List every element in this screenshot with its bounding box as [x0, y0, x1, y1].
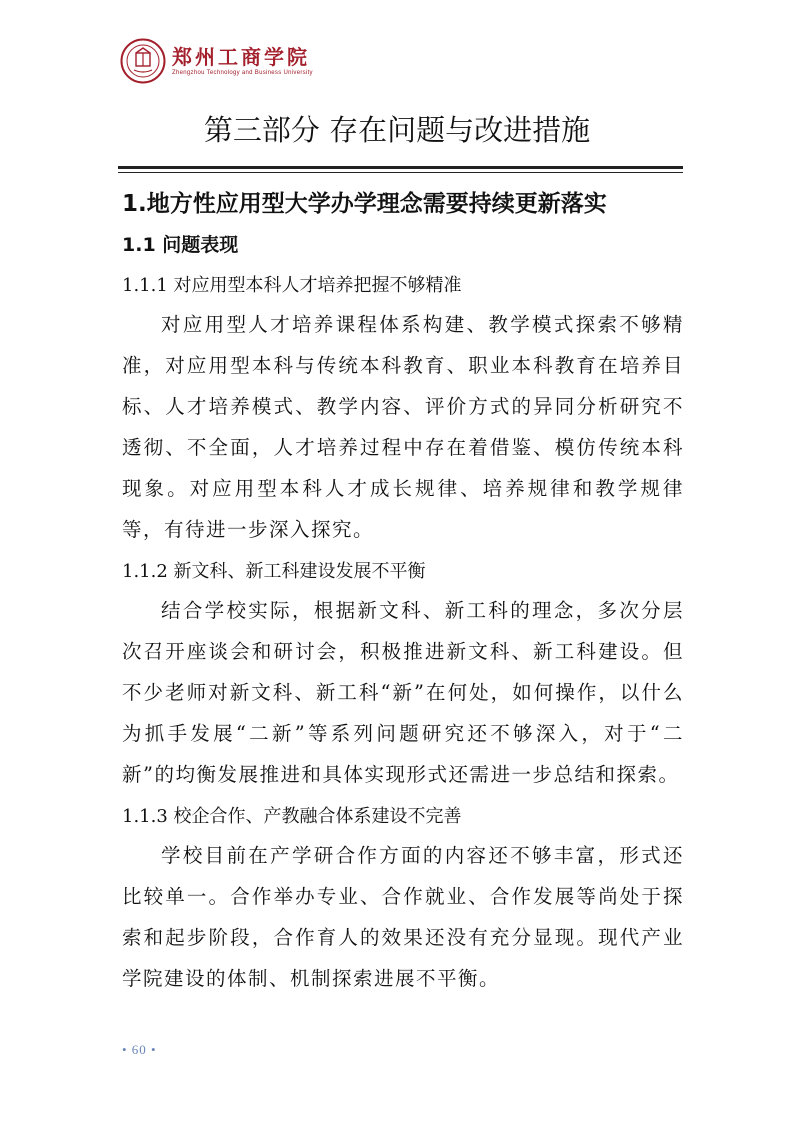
item-body-2: 结合学校实际，根据新文科、新工科的理念，多次分层次召开座谈会和研讨会，积极推进新文科、新工科建设。但不少老师对新文科、新工科“新”在何处，如何操作，以什么为抓手发展“二新”等系列问题研究还不够深入，对于“二新”的均衡发展推进和具体实现形式还需进一步总结和探索。 — [122, 599, 684, 786]
part-title: 第三部分 存在问题与改进措施 — [203, 113, 591, 147]
section-content — [122, 268, 684, 1003]
item-body-3: 学校目前在产学研合作方面的内容还不够丰富，形式还比较单一。合作举办专业、合作就业、合作发展等尚处于探索和起步阶段，合作育人的效果还没有充分显现。现代产业学院建设的体制、机制探索进展不平衡。 — [122, 844, 684, 990]
item-heading-2: 1.1.2 新文科、新工科建设发展不平衡 — [122, 561, 426, 582]
section-heading: 1.地方性应用型大学办学理念需要持续更新落实 — [122, 191, 607, 217]
item-heading-3: 1.1.3 校企合作、产教融合体系建设不完善 — [122, 806, 462, 827]
title-rule-thick — [118, 166, 683, 169]
university-logo — [120, 36, 313, 86]
subsection-heading: 1.1 问题表现 — [122, 234, 239, 256]
logo-english-name: Zhengzhou Technology and Business University — [172, 70, 313, 76]
title-rule-thin — [118, 172, 683, 173]
university-seal-icon — [120, 38, 166, 84]
page-number: • 60 • — [122, 1042, 157, 1057]
item-body-1: 对应用型人才培养课程体系构建、教学模式探索不够精准，对应用型本科与传统本科教育、职业本科教育在培养目标、人才培养模式、教学内容、评价方式的异同分析研究不透彻、不全面，人才培养过程中存在着借鉴、模仿传统本科现象。对应用型本科人才成长规律、培养规律和教学规律等，有待进一步深入探究。 — [122, 313, 684, 541]
logo-chinese-name: 郑州工商学院 — [172, 45, 310, 69]
item-heading-1: 1.1.1 对应用型本科人才培养把握不够精准 — [122, 275, 462, 296]
